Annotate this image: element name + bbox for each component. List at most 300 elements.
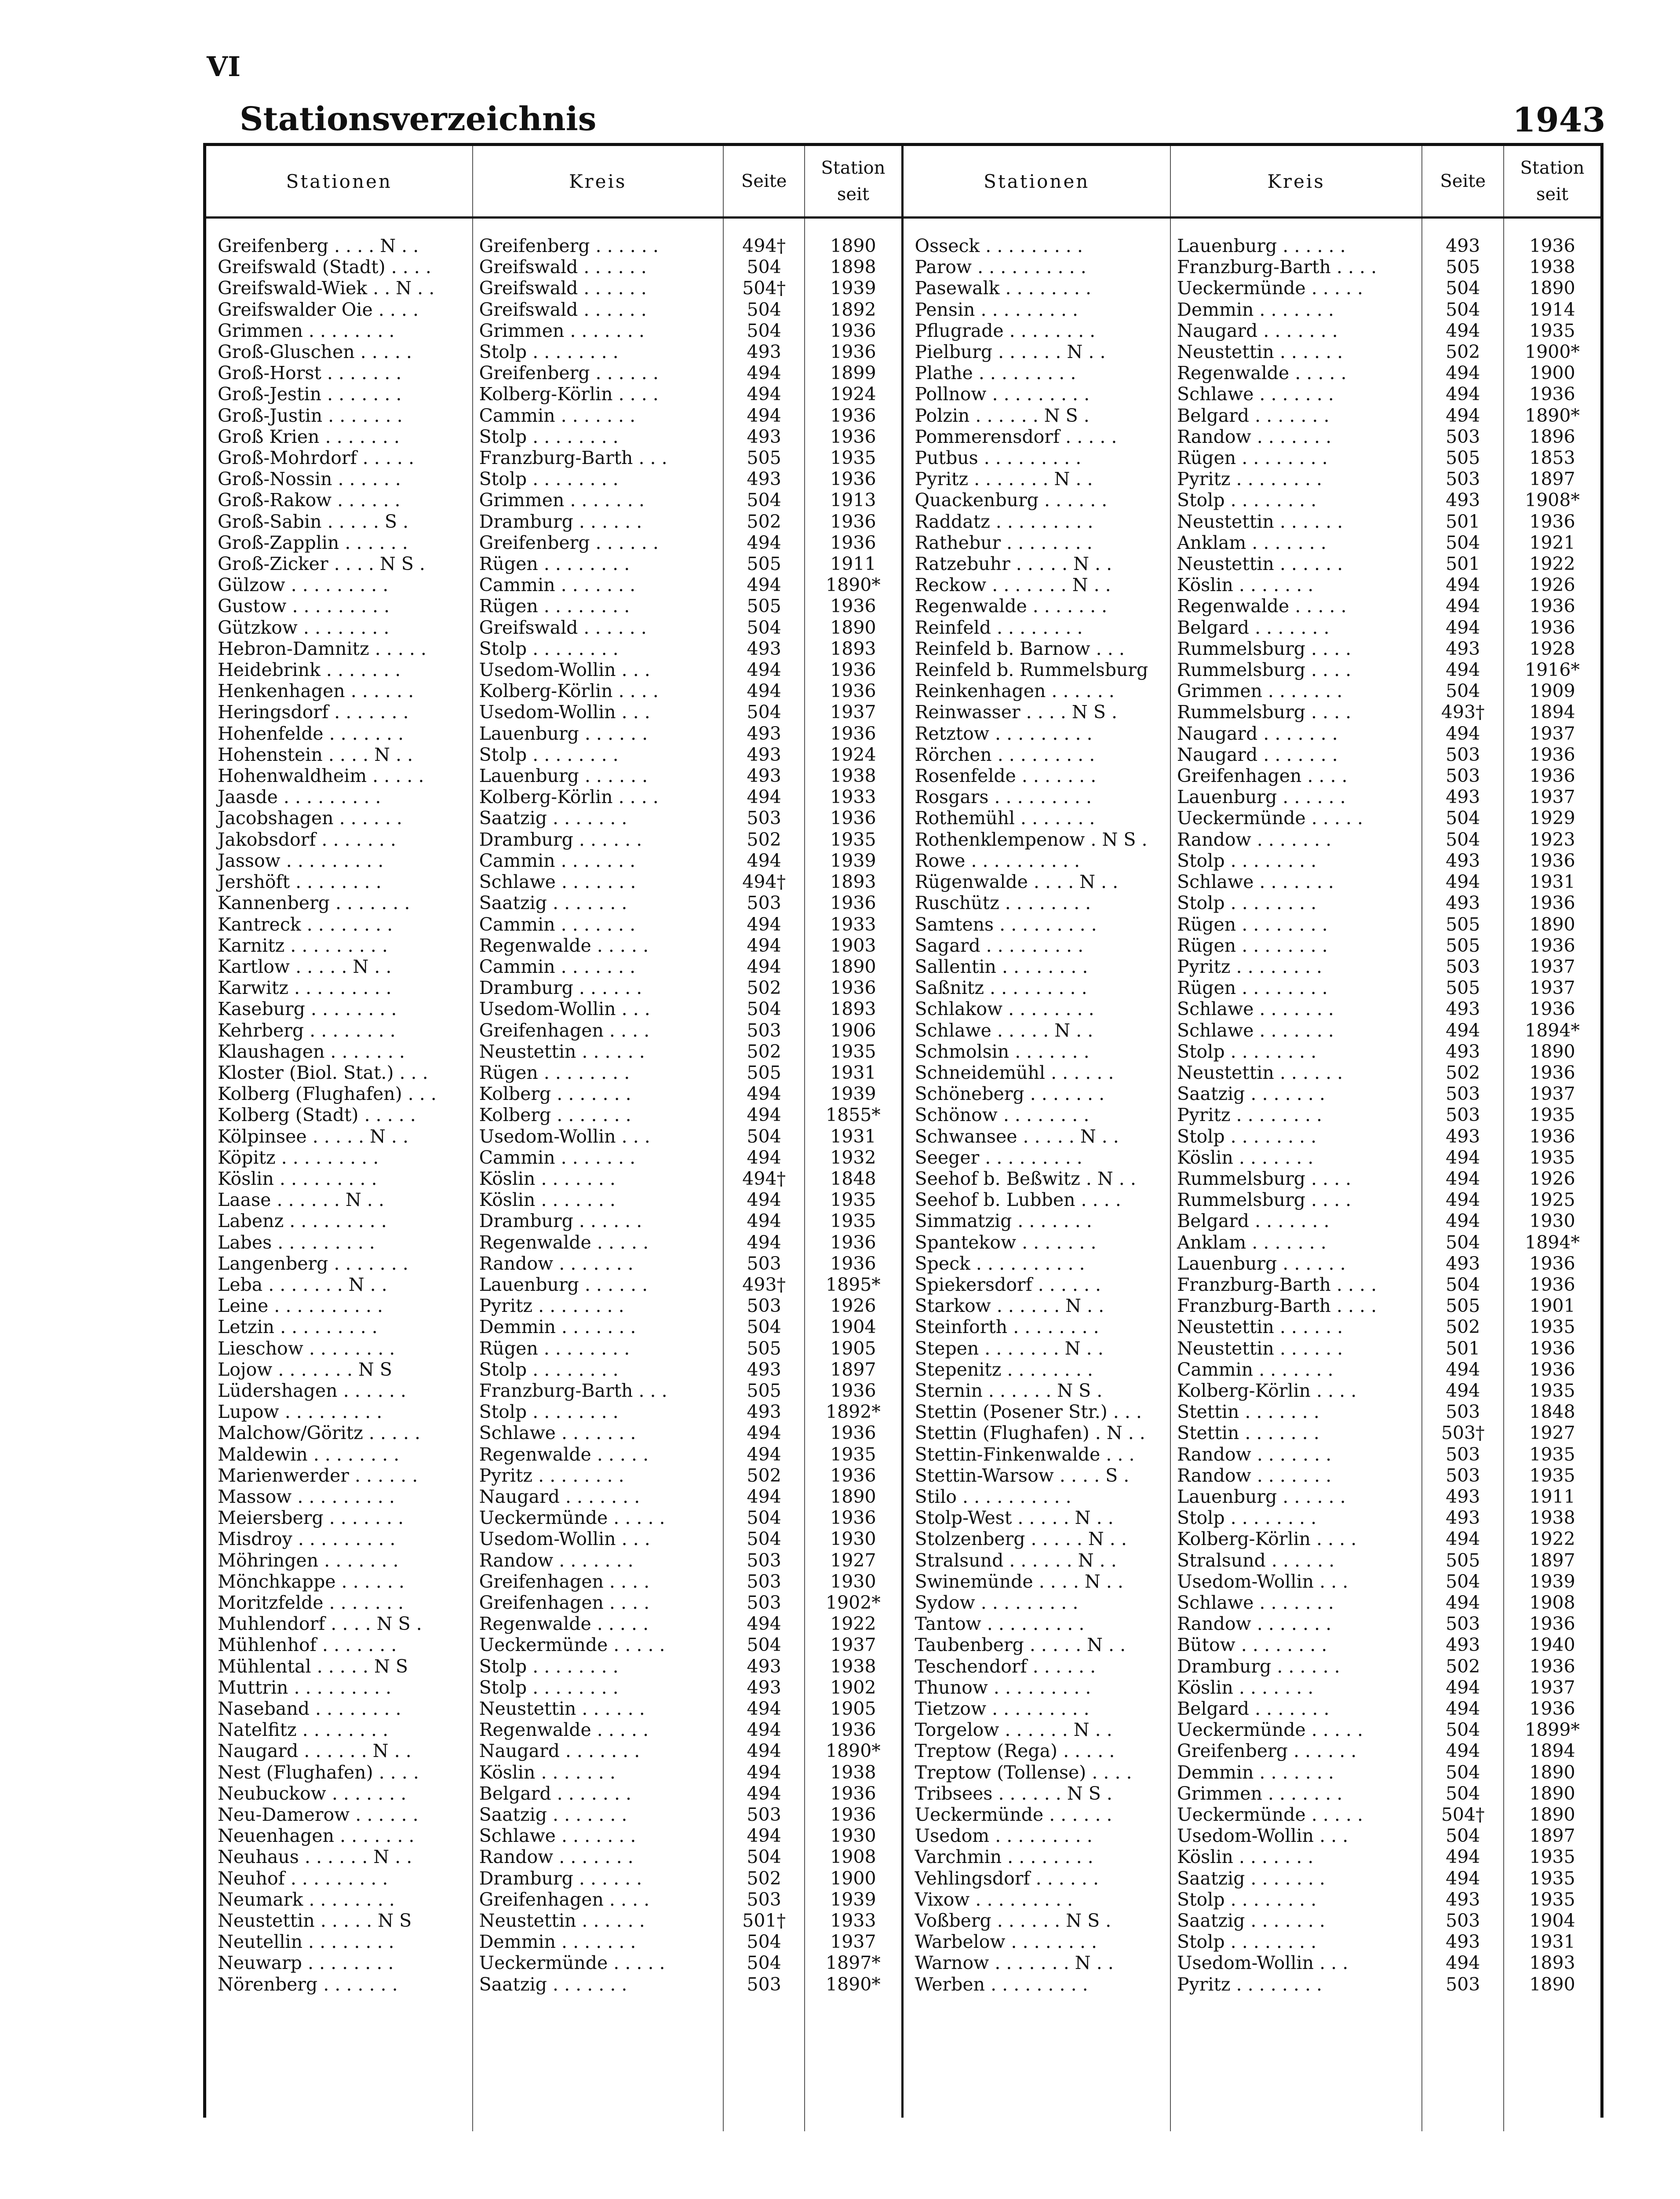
table-row bbox=[206, 1062, 901, 1083]
seite-value: 503† bbox=[1422, 1422, 1504, 1443]
table-row bbox=[206, 1083, 901, 1104]
station-name: Massow . . . . . . . . . bbox=[218, 1486, 395, 1507]
seite-value: 501 bbox=[1422, 1338, 1504, 1359]
seite-value: 504 bbox=[1422, 299, 1504, 320]
station-name: Lüdershagen . . . . . . bbox=[218, 1380, 406, 1401]
station-seit-value: 1921 bbox=[1504, 532, 1600, 553]
kreis-name: Stolp . . . . . . . . bbox=[473, 638, 724, 659]
seite-value: 494 bbox=[723, 574, 805, 595]
table-row bbox=[904, 1550, 1601, 1571]
table-row bbox=[206, 998, 901, 1019]
kreis-name: Ueckermünde . . . . . bbox=[473, 1634, 724, 1655]
seite-value: 503 bbox=[1422, 765, 1504, 786]
station-seit-value: 1936 bbox=[1504, 595, 1600, 617]
kreis-name: Kolberg-Körlin . . . . bbox=[1170, 1380, 1422, 1401]
table-row bbox=[904, 956, 1601, 977]
station-seit-value: 1903 bbox=[805, 935, 901, 956]
station-name: Stettin-Finkenwalde . . . bbox=[915, 1443, 1135, 1465]
station-seit-value: 1935 bbox=[805, 1210, 901, 1231]
station-table-left bbox=[206, 146, 901, 2131]
station-seit-value: 1935 bbox=[1504, 1889, 1600, 1910]
table-row bbox=[904, 553, 1601, 574]
seite-value: 503 bbox=[723, 807, 805, 829]
table-row bbox=[904, 299, 1601, 320]
kreis-name: Cammin . . . . . . . bbox=[473, 1147, 724, 1168]
station-name: Moritzfelde . . . . . . . bbox=[218, 1592, 404, 1613]
header-station-label: Station bbox=[1520, 158, 1585, 178]
kreis-name: Lauenburg . . . . . . bbox=[1170, 1253, 1422, 1274]
table-row bbox=[904, 680, 1601, 701]
seite-value: 493 bbox=[723, 1656, 805, 1677]
table-row bbox=[206, 235, 901, 256]
seite-value: 504 bbox=[723, 1952, 805, 1973]
station-seit-value: 1902* bbox=[805, 1592, 901, 1613]
station-seit-value: 1939 bbox=[805, 278, 901, 299]
station-seit-value: 1904 bbox=[1504, 1910, 1600, 1931]
table-row bbox=[904, 998, 1601, 1019]
kreis-name: Regenwalde . . . . . bbox=[1170, 595, 1422, 617]
station-seit-value: 1936 bbox=[805, 977, 901, 998]
station-name: Letzin . . . . . . . . . bbox=[218, 1316, 378, 1338]
seite-value: 501† bbox=[723, 1910, 805, 1931]
station-name: Sternin . . . . . . N S . bbox=[915, 1380, 1103, 1401]
station-seit-value: 1902 bbox=[805, 1677, 901, 1698]
station-name: Pflugrade . . . . . . . . bbox=[915, 320, 1096, 341]
kreis-name: Stolp . . . . . . . . bbox=[1170, 1889, 1422, 1910]
station-seit-value: 1936 bbox=[805, 468, 901, 489]
station-seit-value: 1848 bbox=[1504, 1401, 1600, 1422]
table-row bbox=[904, 1889, 1601, 1910]
station-name: Groß-Jestin . . . . . . . bbox=[218, 384, 402, 405]
table-row bbox=[206, 532, 901, 553]
table-row bbox=[206, 362, 901, 384]
station-seit-value: 1911 bbox=[805, 553, 901, 574]
station-name: Sagard . . . . . . . . . bbox=[915, 935, 1084, 956]
station-seit-value: 1930 bbox=[805, 1571, 901, 1592]
station-name: Pensin . . . . . . . . . bbox=[915, 299, 1079, 320]
station-name: Vixow . . . . . . . . . bbox=[915, 1889, 1073, 1910]
kreis-name: Pyritz . . . . . . . . bbox=[1170, 956, 1422, 977]
station-name: Leine . . . . . . . . . . bbox=[218, 1295, 383, 1317]
station-table-right bbox=[904, 146, 1601, 2131]
station-name: Reinfeld . . . . . . . . bbox=[915, 617, 1083, 638]
station-name: Rosgars . . . . . . . . . bbox=[915, 786, 1092, 808]
seite-value: 505 bbox=[1422, 935, 1504, 956]
station-name: Rathebur . . . . . . . . bbox=[915, 532, 1093, 553]
table-row bbox=[206, 1804, 901, 1825]
seite-value: 504 bbox=[1422, 278, 1504, 299]
seite-value: 493 bbox=[723, 426, 805, 447]
station-name: Reinwasser . . . . N S . bbox=[915, 701, 1117, 723]
station-seit-value: 1936 bbox=[805, 1804, 901, 1825]
kreis-name: Cammin . . . . . . . bbox=[473, 850, 724, 871]
seite-value: 504 bbox=[1422, 1719, 1504, 1740]
station-seit-value: 1893 bbox=[805, 638, 901, 659]
station-seit-value: 1936 bbox=[1504, 384, 1600, 405]
table-row bbox=[904, 1465, 1601, 1486]
table-row bbox=[904, 1931, 1601, 1952]
table-row bbox=[206, 935, 901, 956]
station-name: Kantreck . . . . . . . . bbox=[218, 913, 393, 935]
seite-value: 504 bbox=[1422, 532, 1504, 553]
seite-value: 503 bbox=[1422, 1974, 1504, 1995]
seite-value: 494 bbox=[723, 1210, 805, 1231]
seite-value: 494 bbox=[723, 1147, 805, 1168]
station-name: Möhringen . . . . . . . bbox=[218, 1549, 399, 1571]
kreis-name: Saatzig . . . . . . . bbox=[1170, 1083, 1422, 1104]
station-seit-value: 1936 bbox=[1504, 1698, 1600, 1719]
station-name: Kehrberg . . . . . . . . bbox=[218, 1019, 396, 1041]
station-seit-value: 1939 bbox=[805, 1889, 901, 1910]
kreis-name: Greifenberg . . . . . . bbox=[1170, 1740, 1422, 1761]
table-row bbox=[904, 595, 1601, 617]
header-seit-label: seit bbox=[837, 184, 869, 205]
station-seit-value: 1926 bbox=[805, 1295, 901, 1316]
station-name: Schönow . . . . . . . . bbox=[915, 1104, 1090, 1126]
seite-value: 494 bbox=[723, 405, 805, 426]
seite-value: 505 bbox=[723, 1062, 805, 1083]
seite-value: 494 bbox=[1422, 1168, 1504, 1189]
kreis-name: Stolp . . . . . . . . bbox=[473, 426, 724, 447]
table-row bbox=[904, 638, 1601, 659]
station-seit-value: 1897 bbox=[1504, 1825, 1600, 1846]
station-seit-value: 1935 bbox=[805, 1041, 901, 1062]
table-row bbox=[206, 1274, 901, 1295]
table-row bbox=[904, 278, 1601, 299]
seite-value: 494 bbox=[723, 1189, 805, 1210]
station-name: Jershöft . . . . . . . . bbox=[218, 871, 382, 893]
station-seit-value: 1939 bbox=[805, 1083, 901, 1104]
station-name: Rothemühl . . . . . . . bbox=[915, 807, 1095, 829]
kreis-name: Randow . . . . . . . bbox=[1170, 426, 1422, 447]
kreis-name: Greifenberg . . . . . . bbox=[473, 362, 724, 384]
table-row bbox=[904, 892, 1601, 913]
table-row bbox=[904, 1507, 1601, 1528]
station-seit-value: 1911 bbox=[1504, 1486, 1600, 1507]
seite-value: 494 bbox=[723, 1232, 805, 1253]
seite-value: 493 bbox=[1422, 1041, 1504, 1062]
table-row bbox=[904, 235, 1601, 256]
station-name: Vehlingsdorf . . . . . . bbox=[915, 1867, 1099, 1889]
station-seit-value: 1893 bbox=[805, 871, 901, 892]
station-name: Usedom . . . . . . . . . bbox=[915, 1825, 1093, 1847]
table-row bbox=[904, 1740, 1601, 1761]
seite-value: 502 bbox=[1422, 1062, 1504, 1083]
seite-value: 504 bbox=[723, 1846, 805, 1867]
station-seit-value: 1906 bbox=[805, 1020, 901, 1041]
seite-value: 493 bbox=[723, 341, 805, 362]
kreis-name: Neustettin . . . . . . bbox=[1170, 341, 1422, 362]
kreis-name: Schlawe . . . . . . . bbox=[1170, 998, 1422, 1019]
table-row bbox=[206, 595, 901, 617]
kreis-name: Usedom-Wollin . . . bbox=[473, 659, 724, 680]
kreis-name: Pyritz . . . . . . . . bbox=[1170, 1974, 1422, 1995]
kreis-name: Regenwalde . . . . . bbox=[473, 1232, 724, 1253]
station-name: Schmolsin . . . . . . . bbox=[915, 1041, 1090, 1062]
station-name: Quackenburg . . . . . . bbox=[915, 489, 1108, 511]
kreis-name: Regenwalde . . . . . bbox=[473, 1613, 724, 1634]
station-seit-value: 1931 bbox=[805, 1126, 901, 1147]
table-row bbox=[904, 871, 1601, 892]
station-name: Kartlow . . . . . N . . bbox=[218, 956, 392, 977]
station-seit-value: 1924 bbox=[805, 384, 901, 405]
station-name: Heidebrink . . . . . . . bbox=[218, 659, 401, 681]
station-name: Pasewalk . . . . . . . . bbox=[915, 278, 1092, 299]
seite-value: 503 bbox=[723, 1295, 805, 1316]
station-name: Schöneberg . . . . . . . bbox=[915, 1083, 1105, 1105]
station-seit-value: 1936 bbox=[1504, 935, 1600, 956]
seite-value: 494 bbox=[723, 1783, 805, 1804]
station-name: Karwitz . . . . . . . . . bbox=[218, 977, 392, 999]
seite-value: 493 bbox=[1422, 235, 1504, 256]
station-seit-value: 1931 bbox=[805, 1062, 901, 1083]
table-row bbox=[206, 914, 901, 935]
seite-value: 494 bbox=[723, 1613, 805, 1634]
station-seit-value: 1890* bbox=[1504, 405, 1600, 426]
table-row bbox=[904, 341, 1601, 362]
right-column-block bbox=[904, 146, 1601, 2118]
kreis-name: Stolp . . . . . . . . bbox=[1170, 892, 1422, 913]
station-seit-value: 1936 bbox=[1504, 1062, 1600, 1083]
station-name: Greifenberg . . . . N . . bbox=[218, 235, 419, 256]
station-seit-value: 1936 bbox=[805, 807, 901, 829]
station-seit-value: 1936 bbox=[805, 1232, 901, 1253]
seite-value: 494 bbox=[1422, 384, 1504, 405]
seite-value: 504 bbox=[723, 1528, 805, 1549]
station-name: Neuhaus . . . . . . N . . bbox=[218, 1846, 412, 1868]
kreis-name: Pyritz . . . . . . . . bbox=[473, 1295, 724, 1316]
seite-value: 494 bbox=[723, 935, 805, 956]
station-seit-value: 1928 bbox=[1504, 638, 1600, 659]
seite-value: 494 bbox=[723, 850, 805, 871]
table-row bbox=[206, 256, 901, 278]
station-seit-value: 1936 bbox=[1504, 892, 1600, 913]
table-row bbox=[904, 1401, 1601, 1422]
station-seit-value: 1908 bbox=[1504, 1592, 1600, 1613]
table-row bbox=[904, 256, 1601, 278]
seite-value: 494 bbox=[1422, 871, 1504, 892]
station-register-frame bbox=[203, 143, 1603, 2118]
seite-value: 493 bbox=[723, 468, 805, 489]
seite-value: 494 bbox=[1422, 1020, 1504, 1041]
station-name: Neubuckow . . . . . . . bbox=[218, 1783, 407, 1804]
station-seit-value: 1890* bbox=[805, 1974, 901, 1995]
kreis-name: Greifswald . . . . . . bbox=[473, 299, 724, 320]
seite-value: 505 bbox=[723, 595, 805, 617]
table-row bbox=[904, 384, 1601, 405]
seite-value: 505 bbox=[1422, 1295, 1504, 1316]
table-row bbox=[206, 850, 901, 871]
station-name: Groß Krien . . . . . . . bbox=[218, 426, 400, 447]
station-name: Seehof b. Lubben . . . . bbox=[915, 1189, 1121, 1211]
table-row bbox=[206, 1147, 901, 1168]
kreis-name: Dramburg . . . . . . bbox=[473, 1210, 724, 1231]
station-seit-value: 1896 bbox=[1504, 426, 1600, 447]
station-seit-value: 1932 bbox=[805, 1147, 901, 1168]
station-seit-value: 1892 bbox=[805, 299, 901, 320]
station-seit-value: 1937 bbox=[805, 701, 901, 723]
kreis-name: Usedom-Wollin . . . bbox=[1170, 1571, 1422, 1592]
table-row bbox=[904, 977, 1601, 998]
kreis-name: Demmin . . . . . . . bbox=[473, 1931, 724, 1952]
table-row bbox=[904, 320, 1601, 341]
station-name: Klaushagen . . . . . . . bbox=[218, 1041, 405, 1062]
station-seit-value: 1927 bbox=[1504, 1422, 1600, 1443]
table-row bbox=[206, 1952, 901, 1973]
station-seit-value: 1935 bbox=[1504, 1316, 1600, 1337]
kreis-name: Köslin . . . . . . . bbox=[1170, 1147, 1422, 1168]
station-name: Ratzebuhr . . . . . N . . bbox=[915, 553, 1112, 575]
table-row bbox=[206, 1889, 901, 1910]
station-name: Seeger . . . . . . . . . bbox=[915, 1147, 1082, 1168]
station-name: Samtens . . . . . . . . . bbox=[915, 913, 1097, 935]
station-name: Swinemünde . . . . N . . bbox=[915, 1571, 1123, 1592]
table-row bbox=[904, 1825, 1601, 1846]
kreis-name: Stolp . . . . . . . . bbox=[473, 1359, 724, 1380]
station-seit-value: 1848 bbox=[805, 1168, 901, 1189]
station-name: Misdroy . . . . . . . . . bbox=[218, 1528, 396, 1550]
station-name: Mühlenhof . . . . . . . bbox=[218, 1634, 397, 1656]
station-seit-value: 1893 bbox=[1504, 1952, 1600, 1973]
seite-value: 503 bbox=[1422, 468, 1504, 489]
seite-value: 502 bbox=[723, 977, 805, 998]
seite-value: 493 bbox=[723, 744, 805, 765]
seite-value: 503 bbox=[723, 1550, 805, 1571]
header-kreis: Kreis bbox=[1170, 146, 1422, 218]
seite-value: 505 bbox=[1422, 914, 1504, 935]
station-seit-value: 1899* bbox=[1504, 1719, 1600, 1740]
header-seite: Seite bbox=[1422, 146, 1504, 218]
table-row bbox=[904, 1274, 1601, 1295]
station-name: Hohenwaldheim . . . . . bbox=[218, 765, 424, 787]
station-name: Stilo . . . . . . . . . . bbox=[915, 1486, 1071, 1507]
table-row bbox=[904, 1359, 1601, 1380]
station-name: Stettin-Warsow . . . . S . bbox=[915, 1465, 1130, 1486]
station-name: Grimmen . . . . . . . . bbox=[218, 320, 395, 341]
seite-value: 504 bbox=[723, 299, 805, 320]
kreis-name: Stolp . . . . . . . . bbox=[1170, 850, 1422, 871]
station-name: Putbus . . . . . . . . . bbox=[915, 447, 1082, 469]
table-row bbox=[904, 1444, 1601, 1465]
kreis-name: Saatzig . . . . . . . bbox=[473, 1804, 724, 1825]
station-name: Rügenwalde . . . . N . . bbox=[915, 871, 1119, 893]
station-seit-value: 1935 bbox=[1504, 320, 1600, 341]
station-name: Neuhof . . . . . . . . . bbox=[218, 1867, 388, 1889]
station-seit-value: 1936 bbox=[805, 1719, 901, 1740]
table-row bbox=[206, 617, 901, 638]
seite-value: 504 bbox=[723, 1507, 805, 1528]
table-row bbox=[904, 701, 1601, 723]
table-row bbox=[206, 1507, 901, 1528]
seite-value: 504 bbox=[723, 1316, 805, 1337]
station-seit-value: 1936 bbox=[805, 320, 901, 341]
table-row bbox=[206, 1041, 901, 1062]
table-row bbox=[206, 1783, 901, 1804]
seite-value: 503 bbox=[723, 1974, 805, 1995]
station-seit-value: 1936 bbox=[1504, 744, 1600, 765]
station-seit-value: 1935 bbox=[805, 829, 901, 850]
table-row bbox=[904, 1062, 1601, 1083]
station-seit-value: 1935 bbox=[1504, 1868, 1600, 1889]
station-seit-value: 1890 bbox=[1504, 1041, 1600, 1062]
station-name: Neustettin . . . . . N S bbox=[218, 1910, 412, 1932]
station-seit-value: 1937 bbox=[805, 1931, 901, 1952]
station-name: Rowe . . . . . . . . . . bbox=[915, 850, 1080, 871]
station-seit-value: 1936 bbox=[805, 405, 901, 426]
kreis-name: Schlawe . . . . . . . bbox=[1170, 384, 1422, 405]
seite-value: 494 bbox=[723, 1825, 805, 1846]
seite-value: 494 bbox=[723, 956, 805, 977]
seite-value: 493 bbox=[1422, 850, 1504, 871]
station-seit-value: 1890 bbox=[1504, 1974, 1600, 1995]
table-row bbox=[206, 1698, 901, 1719]
station-name: Neuwarp . . . . . . . . bbox=[218, 1952, 394, 1974]
station-seit-value: 1936 bbox=[805, 341, 901, 362]
table-row bbox=[904, 1634, 1601, 1655]
kreis-name: Usedom-Wollin . . . bbox=[473, 998, 724, 1019]
station-name: Polzin . . . . . . N S . bbox=[915, 405, 1090, 426]
seite-value: 494 bbox=[1422, 1740, 1504, 1761]
station-seit-value: 1936 bbox=[805, 1422, 901, 1443]
station-name: Warbelow . . . . . . . . bbox=[915, 1931, 1097, 1953]
station-seit-value: 1939 bbox=[805, 850, 901, 871]
station-name: Starkow . . . . . . N . . bbox=[915, 1295, 1104, 1317]
kreis-name: Greifenhagen . . . . bbox=[473, 1020, 724, 1041]
seite-value: 494 bbox=[1422, 1677, 1504, 1698]
table-row bbox=[206, 574, 901, 595]
station-seit-value: 1855* bbox=[805, 1104, 901, 1125]
seite-value: 505 bbox=[1422, 977, 1504, 998]
kreis-name: Anklam . . . . . . . bbox=[1170, 532, 1422, 553]
table-row bbox=[904, 1295, 1601, 1316]
station-name: Groß-Sabin . . . . . S . bbox=[218, 511, 409, 532]
seite-value: 494 bbox=[1422, 1380, 1504, 1401]
seite-value: 504 bbox=[1422, 1274, 1504, 1295]
station-name: Pommerensdorf . . . . . bbox=[915, 426, 1117, 447]
station-name: Greifswald-Wiek . . N . . bbox=[218, 278, 435, 299]
station-name: Varchmin . . . . . . . . bbox=[915, 1846, 1093, 1868]
station-seit-value: 1938 bbox=[805, 1656, 901, 1677]
station-seit-value: 1937 bbox=[1504, 956, 1600, 977]
kreis-name: Köslin . . . . . . . bbox=[1170, 574, 1422, 595]
station-name: Jakobsdorf . . . . . . . bbox=[218, 829, 396, 850]
station-seit-value: 1904 bbox=[805, 1316, 901, 1337]
seite-value: 505 bbox=[723, 553, 805, 574]
seite-value: 504 bbox=[1422, 1825, 1504, 1846]
table-row bbox=[904, 426, 1601, 447]
station-seit-value: 1893 bbox=[805, 998, 901, 1019]
kreis-name: Usedom-Wollin . . . bbox=[473, 1126, 724, 1147]
table-row bbox=[206, 426, 901, 447]
table-row bbox=[206, 786, 901, 807]
station-seit-value: 1905 bbox=[805, 1698, 901, 1719]
table-row bbox=[904, 1677, 1601, 1698]
seite-value: 493 bbox=[1422, 1486, 1504, 1507]
kreis-name: Rügen . . . . . . . . bbox=[1170, 935, 1422, 956]
station-seit-value: 1935 bbox=[1504, 1846, 1600, 1867]
station-name: Pielburg . . . . . . N . . bbox=[915, 341, 1106, 363]
kreis-name: Naugard . . . . . . . bbox=[1170, 744, 1422, 765]
kreis-name: Pyritz . . . . . . . . bbox=[473, 1465, 724, 1486]
page-number: VI bbox=[207, 51, 241, 83]
seite-value: 502 bbox=[723, 1041, 805, 1062]
table-row bbox=[206, 1931, 901, 1952]
station-seit-value: 1894 bbox=[1504, 1740, 1600, 1761]
seite-value: 504 bbox=[1422, 1571, 1504, 1592]
seite-value: 504 bbox=[723, 998, 805, 1019]
station-name: Muhlendorf . . . . N S . bbox=[218, 1613, 422, 1635]
station-name: Teschendorf . . . . . . bbox=[915, 1655, 1096, 1677]
